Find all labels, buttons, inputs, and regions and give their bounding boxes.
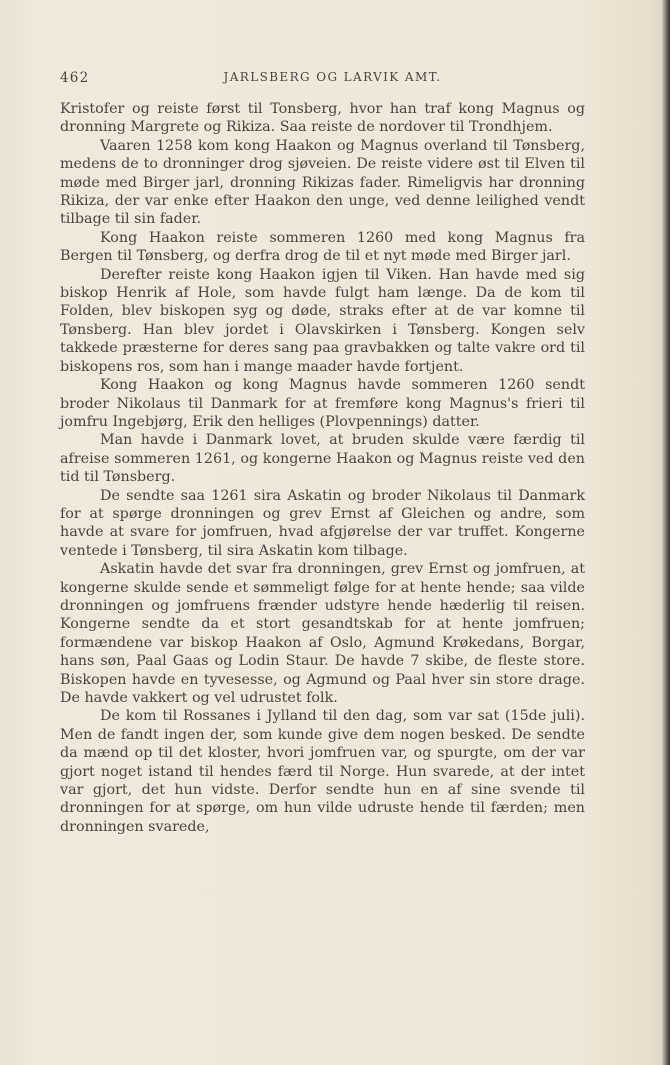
- paragraph: Kong Haakon og kong Magnus havde sommeren 1260 sendt broder Nikolaus til Danmark for at fremføre kong Magnus's frieri til jomfru Ingebjørg, Erik den helliges (Plovpennings) datter.: [60, 377, 585, 430]
- running-head: JARLSBERG OG LARVIK AMT.: [223, 70, 442, 84]
- page-number: 462: [60, 70, 90, 86]
- page-header: [60, 70, 585, 90]
- paragraph: De sendte saa 1261 sira Askatin og broder Nikolaus til Danmark for at spørge dronningen og grev Ernst af Gleichen og andre, som havde at svare for jomfruen, hvad afgjørelse der var truffet. Kongerne ventede i Tønsberg, til sira Askatin kom tilbage.: [60, 487, 585, 559]
- paragraph: Vaaren 1258 kom kong Haakon og Magnus overland til Tønsberg, medens de to dronninger drog sjøveien. De reiste videre øst til Elven til møde med Birger jarl, dronning Rikizas fader. Rimeligvis har dronning Rikiza, der var enke efter Haakon den unge, ved denne leilighed vendt tilbage til sin fader.: [60, 137, 585, 228]
- paragraph: Askatin havde det svar fra dronningen, grev Ernst og jomfruen, at kongerne skulde sende et sømmeligt følge for at hente hende; saa vilde dronningen og jomfruens frænder udstyre hende hæderlig til reisen. Kongerne sendte da et stort gesandtskab for at hente jomfruen; formændene var biskop Haakon af Oslo, Agmund Krøkedans, Borgar, hans søn, Paal Gaas og Lodin Staur. De havde 7 skibe, de fleste store. Biskopen havde en tyvesesse, og Agmund og Paal hver sin store drage. De havde vakkert og vel udrustet folk.: [60, 561, 585, 706]
- paragraph: De kom til Rossanes i Jylland til den dag, som var sat (15de juli). Men de fandt ingen der, som kunde give dem nogen besked. De sendte da mænd op til det kloster, hvori jomfruen var, og spurgte, om der var gjort noget istand til hendes færd til Norge. Hun svarede, at der intet var gjort, det hun vidste. Derfor sendte hun en af sine svende til dronningen for at spørge, om hun vilde udruste hende til færden; men dronningen svarede,: [60, 708, 585, 835]
- paragraph: Kristofer og reiste først til Tonsberg, hvor han traf kong Magnus og dronning Margrete og Rikiza. Saa reiste de nordover til Trondhjem.: [60, 101, 585, 136]
- paragraph: Derefter reiste kong Haakon igjen til Viken. Han havde med sig biskop Henrik af Hole, som havde fulgt ham længe. Da de kom til Folden, blev biskopen syg og døde, straks efter at de var komne til Tønsberg. Han blev jordet i Olavskirken i Tønsberg. Kongen selv takkede præsterne for deres sang paa gravbakken og talte vakre ord til biskopens ros, som han i mange maader havde fortjent.: [60, 266, 585, 375]
- paragraph: Man havde i Danmark lovet, at bruden skulde være færdig til afreise sommeren 1261, og kongerne Haakon og Magnus reiste ved den tid til Tønsberg.: [60, 432, 585, 486]
- paragraph: Kong Haakon reiste sommeren 1260 med kong Magnus fra Bergen til Tønsberg, og derfra drog de til et nyt møde med Birger jarl.: [60, 229, 585, 265]
- body-text: [60, 100, 585, 836]
- page-edge-shadow: [662, 0, 670, 1065]
